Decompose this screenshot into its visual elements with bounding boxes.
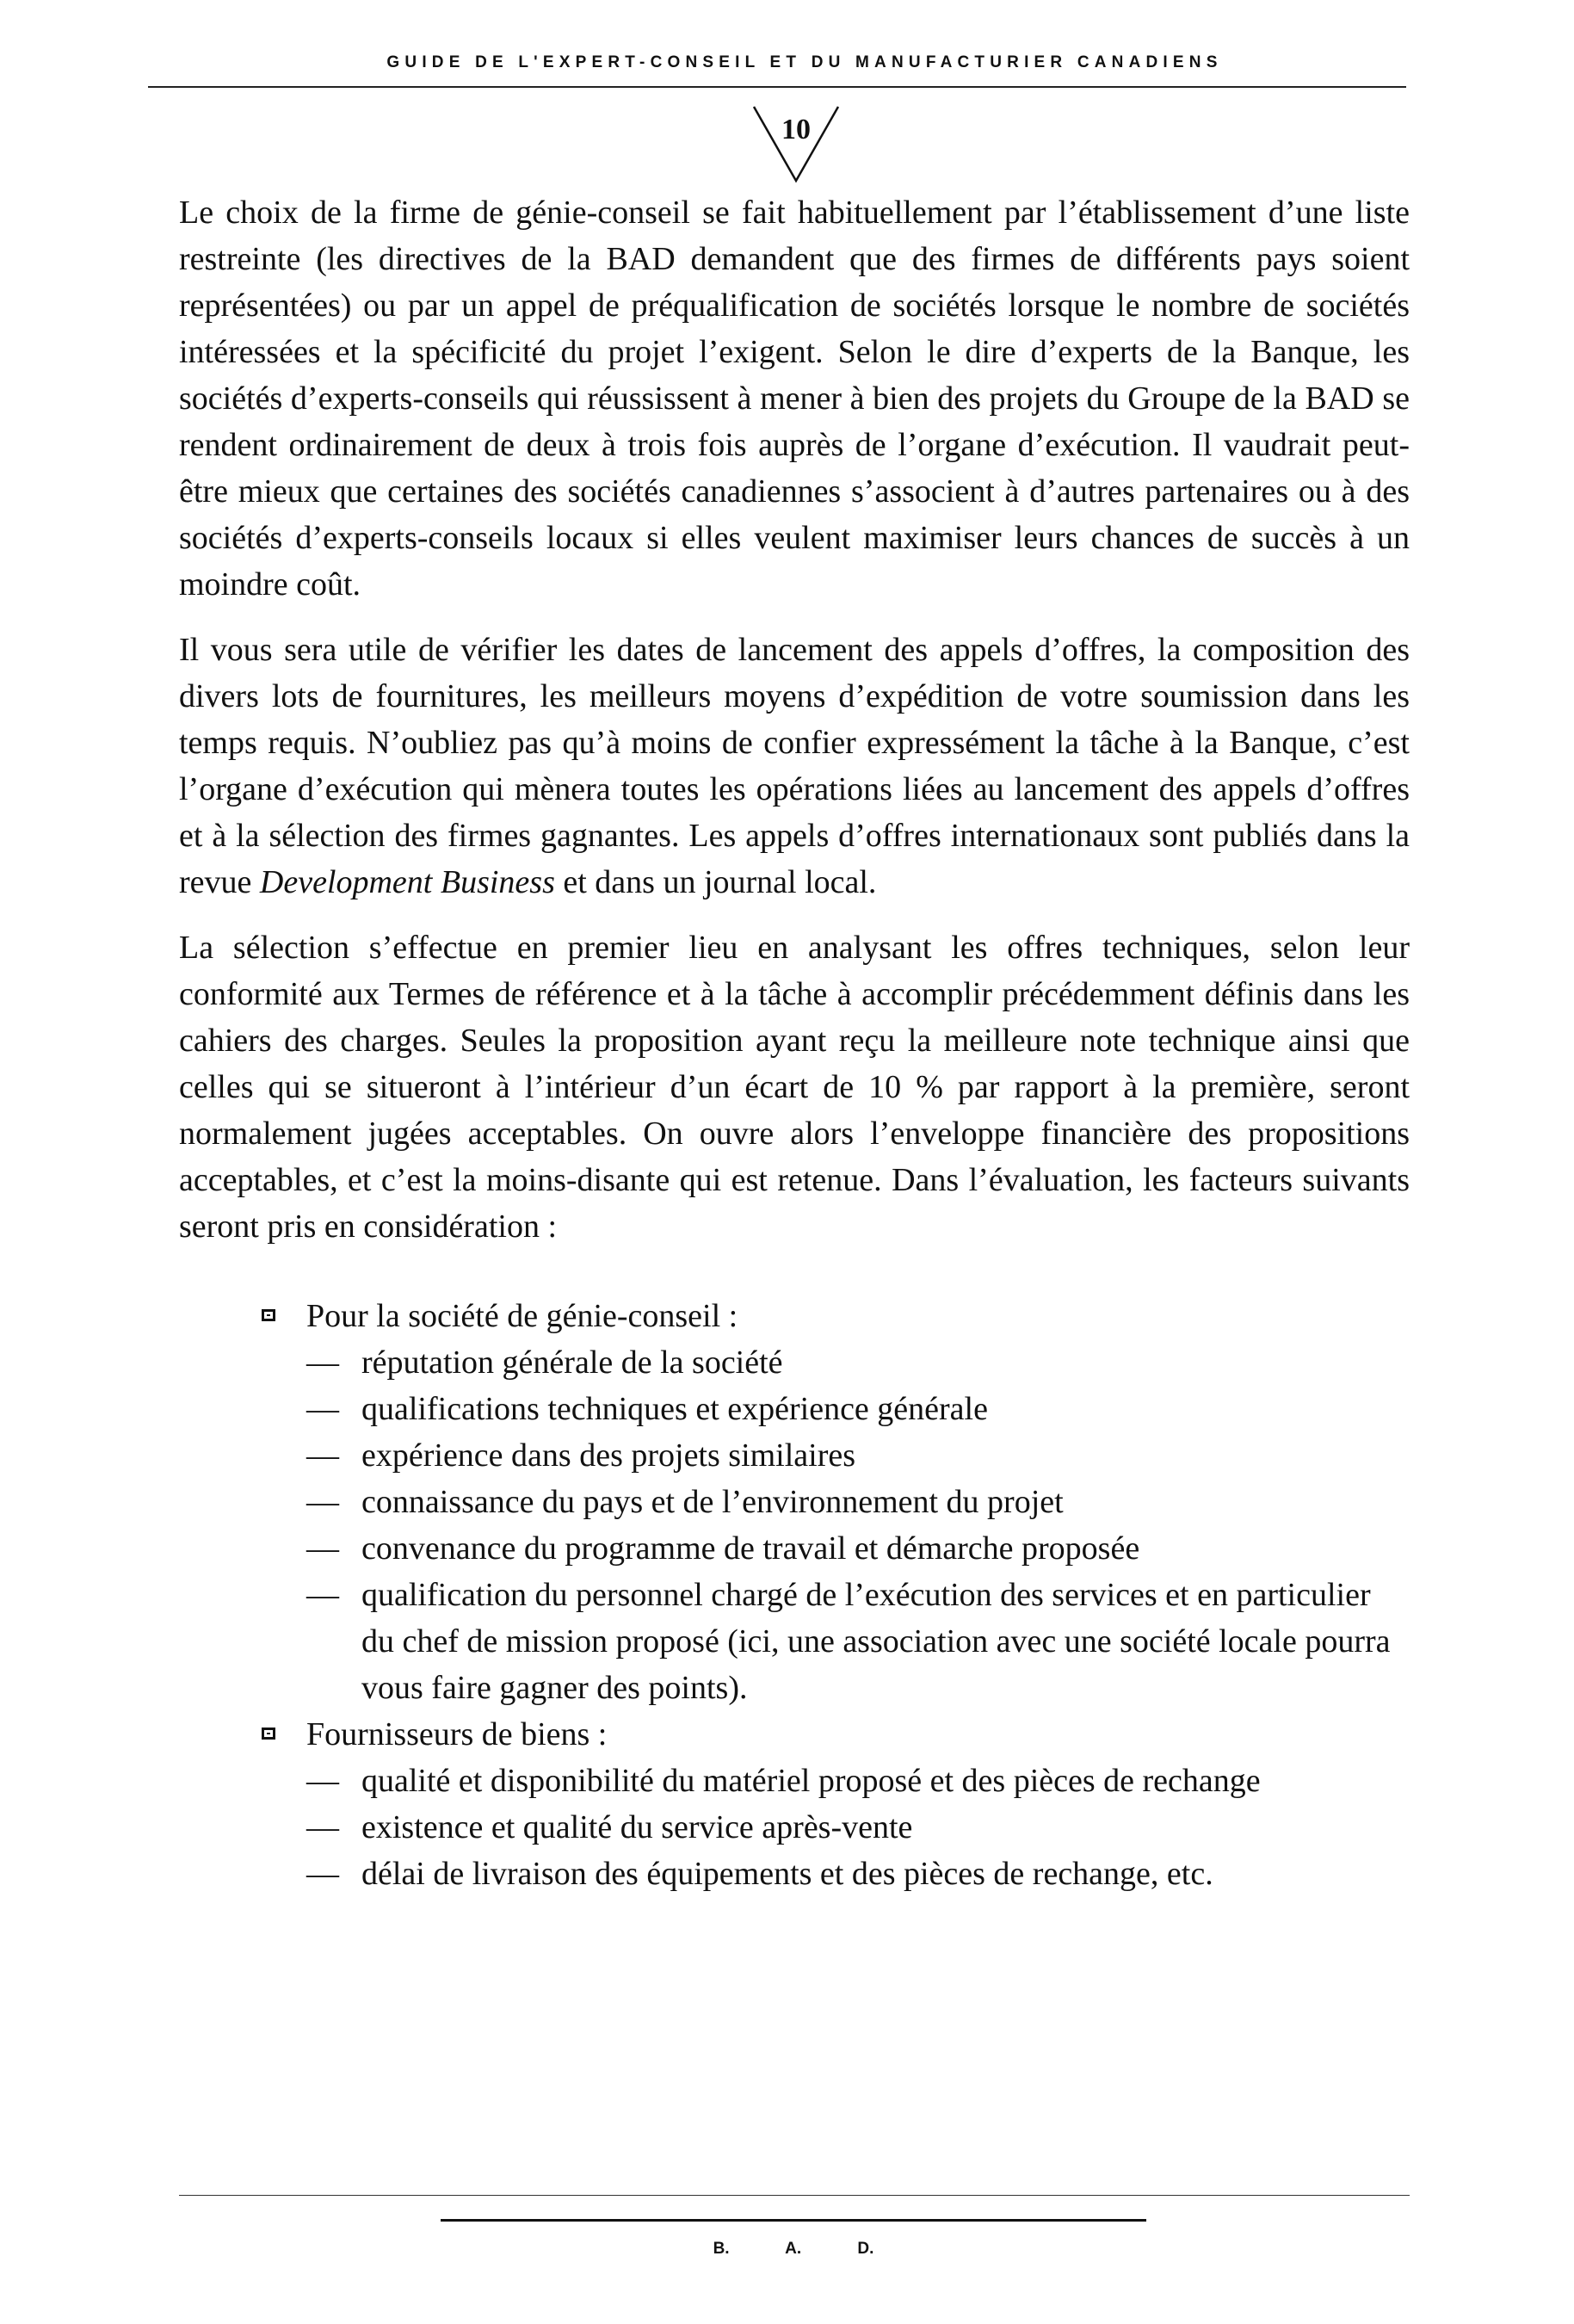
sublist-consulting-firm xyxy=(306,1339,1410,1711)
sublist-item xyxy=(306,1479,1410,1525)
dash-bullet: — xyxy=(306,1530,339,1567)
dash-bullet: — xyxy=(306,1391,339,1427)
sublist-item xyxy=(306,1851,1410,1897)
square-bullet-icon xyxy=(262,1728,275,1740)
dash-bullet: — xyxy=(306,1763,339,1799)
header-rule xyxy=(148,86,1406,88)
page-number: 10 xyxy=(781,114,811,145)
paragraph-2-text-after: et dans un journal local. xyxy=(554,864,877,900)
paragraph-3: La sélection s’effectue en premier lieu en analysant les offres techniques, selon leur conformité aux Termes de référence et à la tâche à accomplir précédemment définis dans les cahiers des charges. Seules la proposition ayant reçu la meilleure note technique ainsi que celles qui se situeront à l’intérieur d’un écart de 10 % par rapport à la première, seront normalement jugées acceptables. On ouvre alors l’enveloppe financière des propositions acceptables, et c’est la moins-disante qui est retenue. Dans l’évaluation, les facteurs suivants seront pris en considération : xyxy=(179,930,1410,1245)
paragraph-2 xyxy=(179,627,1410,905)
square-bullet-icon xyxy=(262,1309,275,1321)
dash-bullet: — xyxy=(306,1856,339,1892)
paragraph-2-text-before: Il vous sera utile de vérifier les dates de lancement des appels d’offres, la composition des divers lots de fournitures, les meilleurs moyens d’expédition de votre soumission dans les temps requis. N’oubliez pas qu’à moins de confier expressément la tâche à la Banque, c’est l’organe d’exécution qui mènera toutes les opérations liées au lancement des appels d’offres et à la sélection des firmes gagnantes. Les appels d’offres internationaux sont publiés dans la revue xyxy=(179,632,1410,900)
sublist-item xyxy=(306,1386,1410,1432)
sublist-item-text: qualité et disponibilité du matériel proposé et des pièces de rechange xyxy=(361,1763,1261,1799)
sublist-item-text: connaissance du pays et de l’environnement du projet xyxy=(361,1484,1064,1520)
dash-bullet: — xyxy=(306,1484,339,1520)
running-header: GUIDE DE L'EXPERT-CONSEIL ET DU MANUFACTURIER CANADIENS xyxy=(386,53,1223,71)
dash-bullet: — xyxy=(306,1437,339,1474)
sublist-item xyxy=(306,1804,1410,1851)
sublist-item xyxy=(306,1758,1410,1804)
list-item-goods-suppliers xyxy=(179,1711,1410,1897)
sublist-goods-suppliers xyxy=(306,1758,1410,1897)
publication-title: Development Business xyxy=(259,864,555,900)
footer-rule-thick xyxy=(441,2219,1146,2222)
sublist-item-text: convenance du programme de travail et démarche proposée xyxy=(361,1530,1140,1567)
sublist-item xyxy=(306,1432,1410,1479)
dash-bullet: — xyxy=(306,1577,339,1613)
list-item-label: Pour la société de génie-conseil : xyxy=(306,1298,738,1334)
page-number-badge xyxy=(749,102,843,188)
sublist-item-text: délai de livraison des équipements et des pièces de rechange, etc. xyxy=(361,1856,1213,1892)
sublist-item-text: qualification du personnel chargé de l’exécution des services et en particulier du chef de mission proposé (ici, une association avec une société locale pourra vous faire gagner des points). xyxy=(361,1577,1391,1706)
paragraph-1: Le choix de la firme de génie-conseil se fait habituellement par l’établissement d’une liste restreinte (les directives de la BAD demandent que des firmes de différents pays soient représentées) ou par un appel de préqualification de sociétés lorsque le nombre de sociétés intéressées et la spécificité du projet l’exigent. Selon le dire d’experts de la Banque, les sociétés d’experts-conseils qui réussissent à mener à bien des projets du Groupe de la BAD se rendent ordinairement de deux à trois fois auprès de l’organe d’exécution. Il vaudrait peut-être mieux que certaines des sociétés canadiennes s’associent à d’autres partenaires ou à des sociétés d’experts-conseils locaux si elles veulent maximiser leurs chances de succès à un moindre coût. xyxy=(179,195,1410,603)
footer-rule-thin xyxy=(179,2195,1410,2196)
sublist-item xyxy=(306,1525,1410,1572)
dash-bullet: — xyxy=(306,1809,339,1845)
list-item-label: Fournisseurs de biens : xyxy=(306,1716,608,1752)
sublist-item-text: expérience dans des projets similaires xyxy=(361,1437,856,1474)
sublist-item-text: qualifications techniques et expérience générale xyxy=(361,1391,988,1427)
dash-bullet: — xyxy=(306,1344,339,1381)
sublist-item xyxy=(306,1572,1410,1711)
evaluation-factors-list xyxy=(179,1293,1410,1897)
sublist-item-text: réputation générale de la société xyxy=(361,1344,783,1381)
list-item-consulting-firm xyxy=(179,1293,1410,1711)
body-content xyxy=(179,189,1410,1897)
sublist-item xyxy=(306,1339,1410,1386)
footer-label: B. A. D. xyxy=(713,2240,874,2258)
sublist-item-text: existence et qualité du service après-vente xyxy=(361,1809,913,1845)
